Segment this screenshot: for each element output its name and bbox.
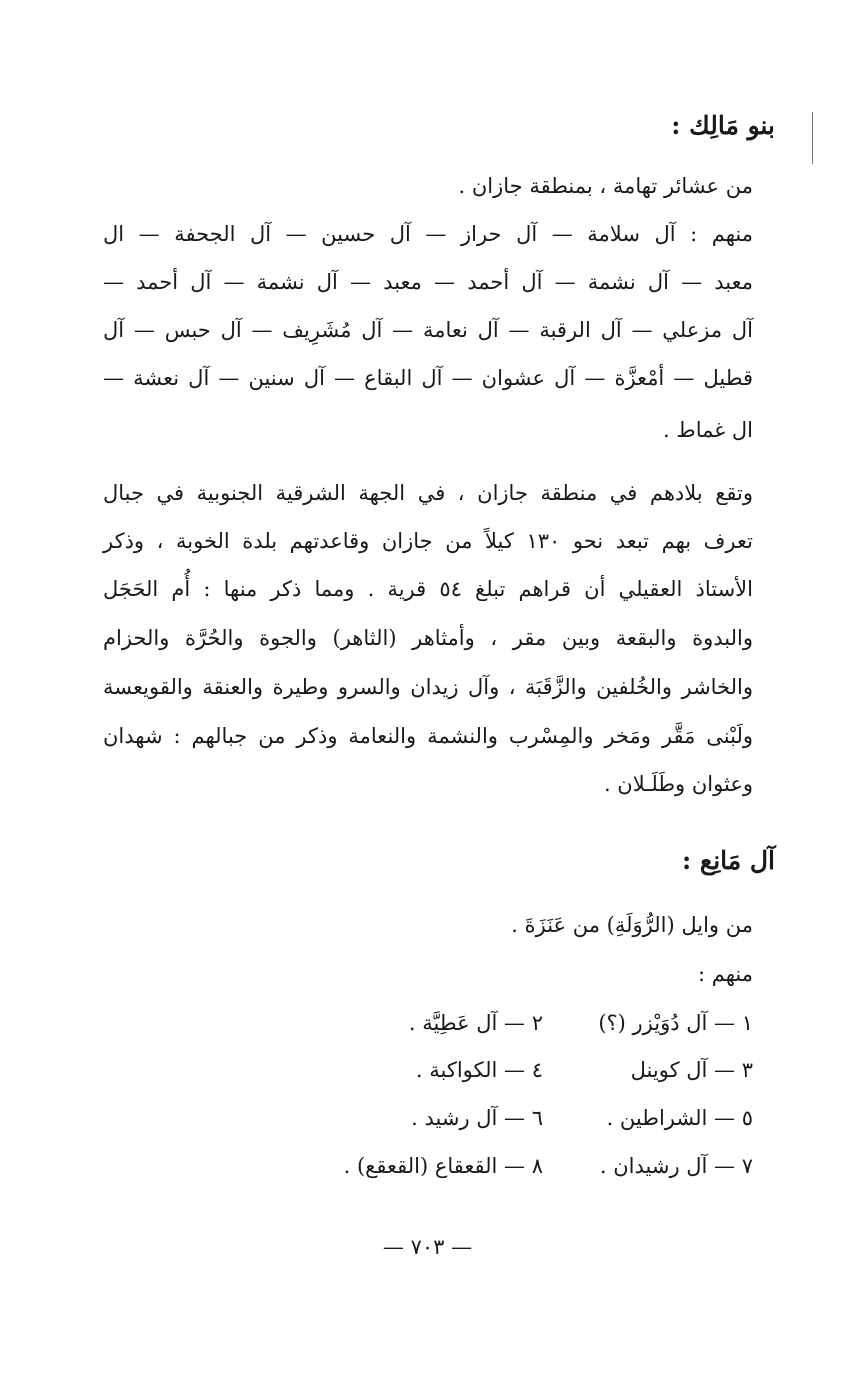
paragraph-line: ولَبْنى مَقَّر ومَخر والمِسْرب والنشمة والنعامة وذكر من جبالهم : شهدان (103, 724, 753, 748)
clans-line: آل مزعلي — آل الرقبة — آل نعامة — آل مُشَرِيف — آل حبس — آل (103, 318, 753, 342)
list-item: ٨ — القعقاع (القعقع) . (343, 1154, 543, 1178)
section-intro: من وايل (الرُّوَلَةِ) من عَنَزَةَ . (511, 913, 753, 937)
section-intro: من عشائر تهامة ، بمنطقة جازان . (458, 174, 753, 198)
clans-line: قطيل — أمْعزَّة — آل عشوان — آل البقاع — آل سنين — آل نعشة — (103, 366, 753, 390)
section-heading-bani-malik: بنو مَالِك : (671, 111, 775, 140)
paragraph-line: وعثوان وطَلَـلان . (603, 772, 753, 796)
list-item: ١ — آل دُوَيْزر (؟) (598, 1011, 753, 1035)
clans-line: ال غماط . (662, 418, 753, 442)
paragraph-line: وتقع بلادهم في منطقة جازان ، في الجهة الشرقية الجنوبية في جبال (103, 481, 753, 505)
paragraph-line: الأستاذ العقيلي أن قراهم تبلغ ٥٤ قرية . ومما ذكر منها : أُم الحَجَل (103, 577, 753, 601)
list-item: ٧ — آل رشيدان . (599, 1154, 753, 1178)
page-number: — ٧٠٣ — (382, 1235, 473, 1259)
clans-line: منهم : آل سلامة — آل حراز — آل حسين — آل الجحفة — ال (103, 222, 753, 246)
clans-line: معبد — آل نشمة — آل أحمد — معبد — آل نشمة — آل أحمد — (103, 270, 753, 294)
paragraph-line: والخاشر والخُلفين والزَّقَبَة ، وآل زيدان والسرو وطيرة والعنقة والقويعسة (103, 675, 753, 699)
list-item: ٣ — آل كوينل (630, 1058, 753, 1082)
paragraph-line: والبدوة والبقعة وبين مقر ، وأمثاهر (الثاهر) والجوة والحُرَّة والحزام (103, 626, 753, 650)
list-item: ٢ — آل عَطِيَّة . (408, 1011, 543, 1035)
list-item: ٦ — آل رشيد . (411, 1106, 543, 1130)
margin-rule (812, 112, 813, 164)
paragraph-line: تعرف بهم تبعد نحو ١٣٠ كيلاً من جازان وقاعدتهم بلدة الخوبة ، وذكر (103, 529, 753, 553)
list-item: ٥ — الشراطين . (606, 1106, 753, 1130)
list-label: منهم : (698, 962, 753, 986)
list-item: ٤ — الكواكبة . (415, 1058, 543, 1082)
section-heading-al-mani: آل مَانِع : (681, 846, 775, 875)
